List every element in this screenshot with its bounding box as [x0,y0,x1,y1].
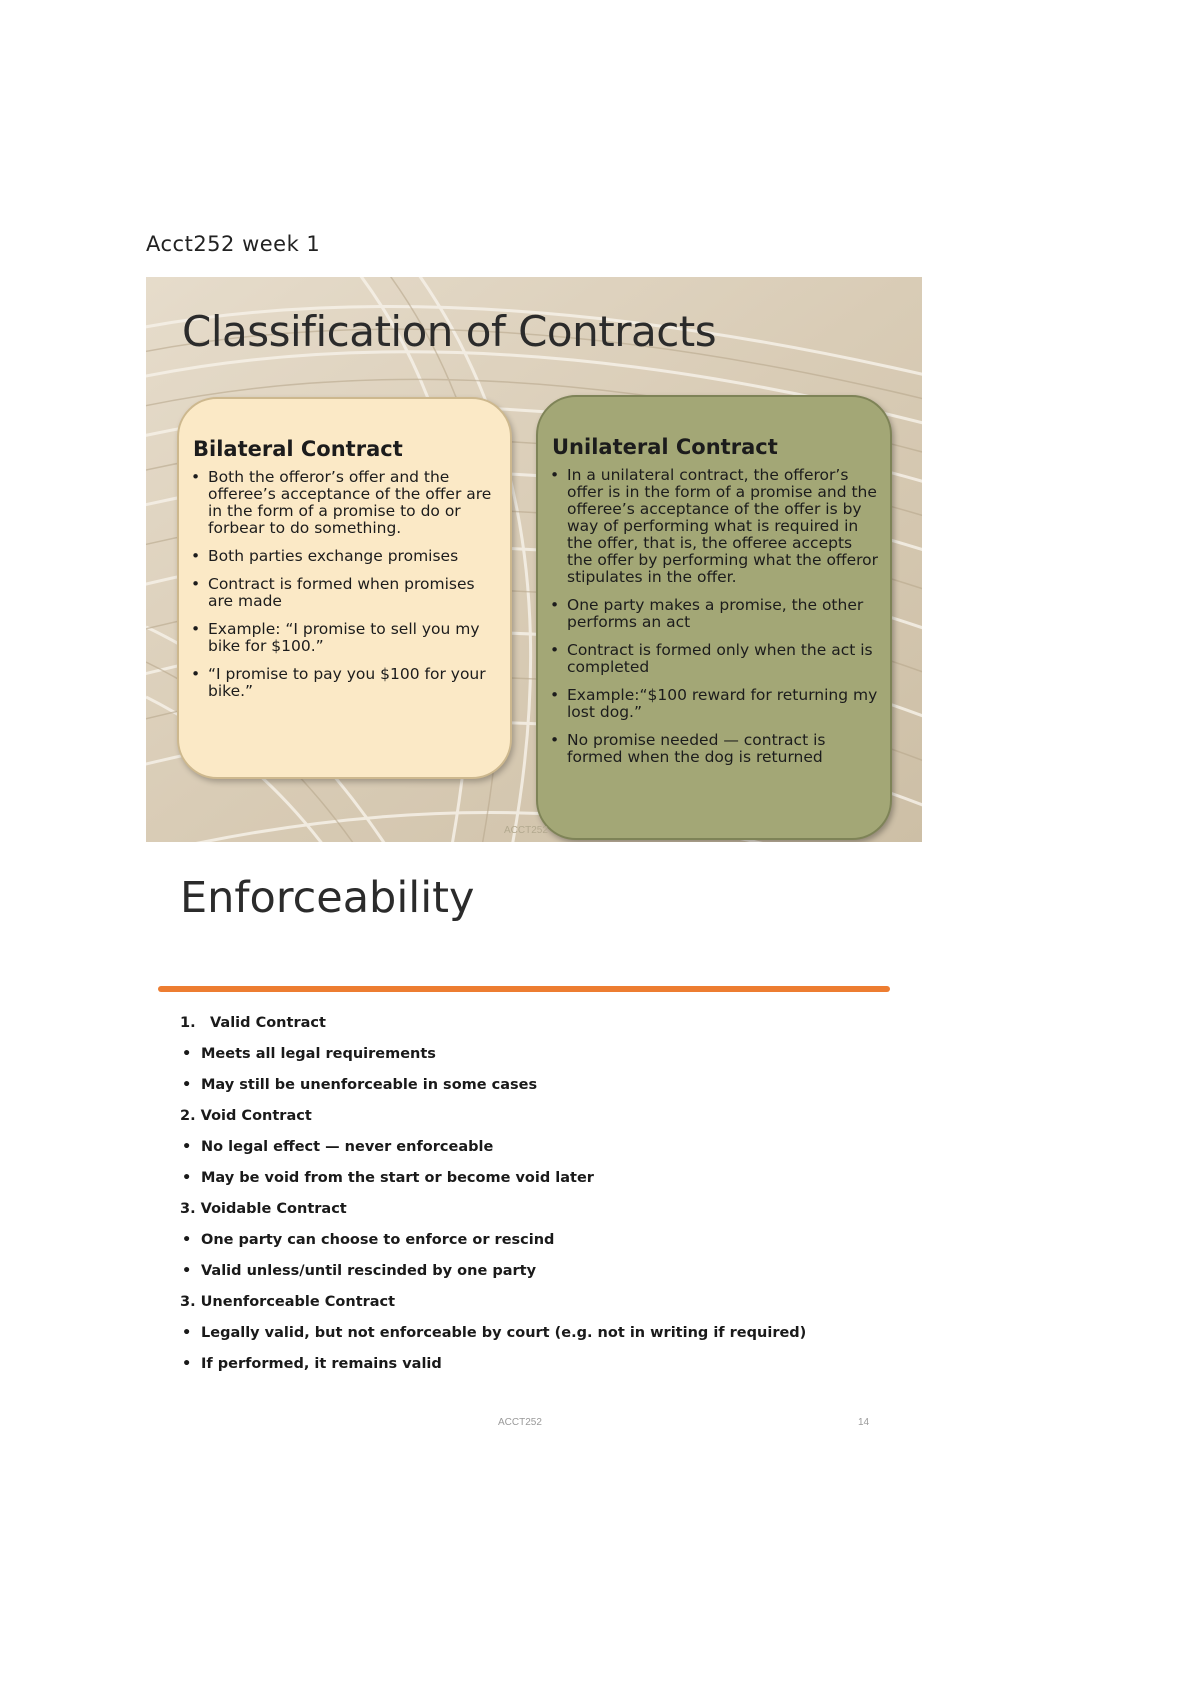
list-item: • Both parties exchange promises [187,548,502,565]
unilateral-contract-box [536,395,892,840]
bilateral-list [187,469,502,700]
title-divider [158,986,890,992]
list-item: • Legally valid, but not enforceable by court (e.g. not in writing if required) [180,1323,880,1354]
list-item: • Example:“$100 reward for returning my lost dog.” [546,687,882,721]
list-heading-text: Valid Contract [210,1015,326,1031]
list-item: • One party makes a promise, the other performs an act [546,597,882,631]
slide-footer: ACCT252 [504,825,548,836]
slide-classification [146,277,922,842]
list-item: • In a unilateral contract, the offeror’s offer is in the form of a promise and the offeree’s acceptance of the offer is by way of performing what is required in the offer, that is, the offeree accepts the offer by performing what the offeror stipulates in the offer. [546,467,882,586]
list-item: • Both the offeror’s offer and the offeree’s acceptance of the offer are in the form of a promise to do or forbear to do something. [187,469,502,537]
bilateral-contract-box [177,397,512,779]
bilateral-title: Bilateral Contract [193,437,403,461]
enforceability-list [180,1013,880,1385]
list-item: • If performed, it remains valid [180,1354,880,1385]
slide-footer: ACCT252 [498,1417,542,1428]
list-number: 1. [180,1015,196,1031]
list-item: • Contract is formed when promises are made [187,576,502,610]
enforceability-title: Enforceability [180,873,475,923]
slide-page-number: 14 [858,1417,870,1428]
document-header: Acct252 week 1 [146,232,321,256]
list-item: • One party can choose to enforce or rescind [180,1230,880,1261]
list-item: • May be void from the start or become void later [180,1168,880,1199]
list-heading: 3. Voidable Contract [180,1201,347,1217]
slide-title: Classification of Contracts [182,307,717,356]
list-item: • No promise needed — contract is formed when the dog is returned [546,732,882,766]
unilateral-list [546,467,882,766]
list-item: • “I promise to pay you $100 for your bike.” [187,666,502,700]
list-item: • Valid unless/until rescinded by one party [180,1261,880,1292]
list-heading: 2. Void Contract [180,1108,312,1124]
list-item: • Contract is formed only when the act is completed [546,642,882,676]
unilateral-title: Unilateral Contract [552,435,778,459]
list-heading [180,1013,880,1044]
list-item: • Example: “I promise to sell you my bike for $100.” [187,621,502,655]
list-item: • Meets all legal requirements [180,1044,880,1075]
list-item: • May still be unenforceable in some cases [180,1075,880,1106]
list-heading: 3. Unenforceable Contract [180,1294,396,1310]
list-item: • No legal effect — never enforceable [180,1137,880,1168]
